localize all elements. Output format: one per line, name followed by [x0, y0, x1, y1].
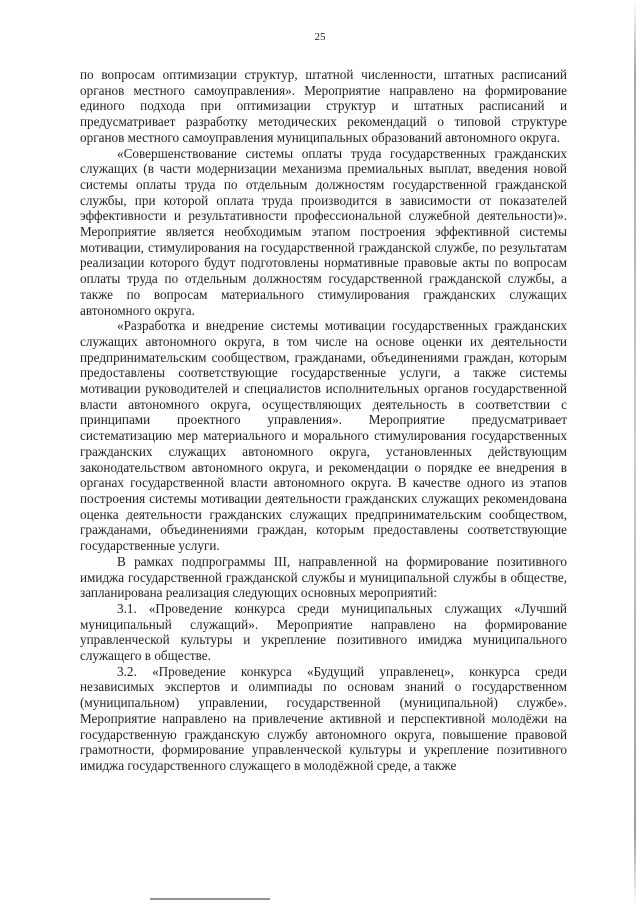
- body-text: [80, 67, 567, 774]
- paragraph-subprogram-iii: В рамках подпрограммы III, направленной на формирование позитивного имиджа государственной гражданской службы и муниципальной службы в обществе, запланирована реализация следующих основных мероприятий:: [80, 553, 567, 601]
- paragraph-pay-system: «Совершенствование системы оплаты труда государственных гражданских служащих (в части модернизации механизма премиальных выплат, введения новой системы оплаты труда по отдельным должностям государственной гражданской службы, при которой оплата труда производится в зависимости от показателей эффективности и результативности профессиональной служебной деятельности)». Мероприятие является необходимым этапом построения эффективной системы мотивации, стимулирования на государственной гражданской службе, по результатам реализации которого будут подготовлены нормативные правовые акты по вопросам оплаты труда по отдельным должностям государственной гражданской службы, а также по вопросам материального стимулирования гражданских служащих автономного округа.: [80, 145, 567, 318]
- paragraph-item-3-2: 3.2. «Проведение конкурса «Будущий управленец», конкурса среди независимых экспертов и олимпиады по основам знаний о государственном (муниципальном) управлении, государственной (муниципальной) службе». Мероприятие направлено на привлечение активной и перспективной молодёжи на государственную гражданскую службу автономного округа, повышение правовой грамотности, формирование управленческой культуры и укрепление позитивного имиджа государственного служащего в молодёжной среде, а также: [80, 663, 567, 773]
- scan-bottom-mark: [150, 898, 270, 900]
- paragraph-continuation: по вопросам оптимизации структур, штатной численности, штатных расписаний органов местного самоуправления». Мероприятие направлено на формирование единого подхода при оптимизации структур и штатных расписаний и предусматривает разработку методических рекомендаций о типовой структуре органов местного самоуправления муниципальных образований автономного округа.: [80, 67, 567, 145]
- paragraph-motivation-system: «Разработка и внедрение системы мотивации государственных гражданских служащих автономного округа, в том числе на основе оценки их деятельности предпринимательским сообществом, гражданами, объединениями граждан, которым предоставлены соответствующие государственные услуги, а также системы мотивации руководителей и специалистов исполнительных органов государственной власти автономного округа, осуществляющих деятельность в соответствии с принципами проектного управления». Мероприятие предусматривает систематизацию мер материального и морального стимулирования государственных гражданских служащих автономного округа, установленных действующим законодательством автономного округа, и рекомендации о порядке ее внедрения в органах государственной власти автономного округа. В качестве одного из этапов построения системы мотивации деятельности гражданских служащих рекомендована оценка деятельности гражданских служащих предпринимательским сообществом, гражданами, объединениями граждан, которым предоставлены соответствующие государственные услуги.: [80, 318, 567, 554]
- page-number: 25: [314, 31, 326, 43]
- paragraph-item-3-1: 3.1. «Проведение конкурса среди муниципальных служащих «Лучший муниципальный служащий». Мероприятие направлено на формирование управленческой культуры и укрепление позитивного имиджа муниципального служащего в обществе.: [80, 600, 567, 664]
- scan-edge-shadow: [634, 0, 636, 905]
